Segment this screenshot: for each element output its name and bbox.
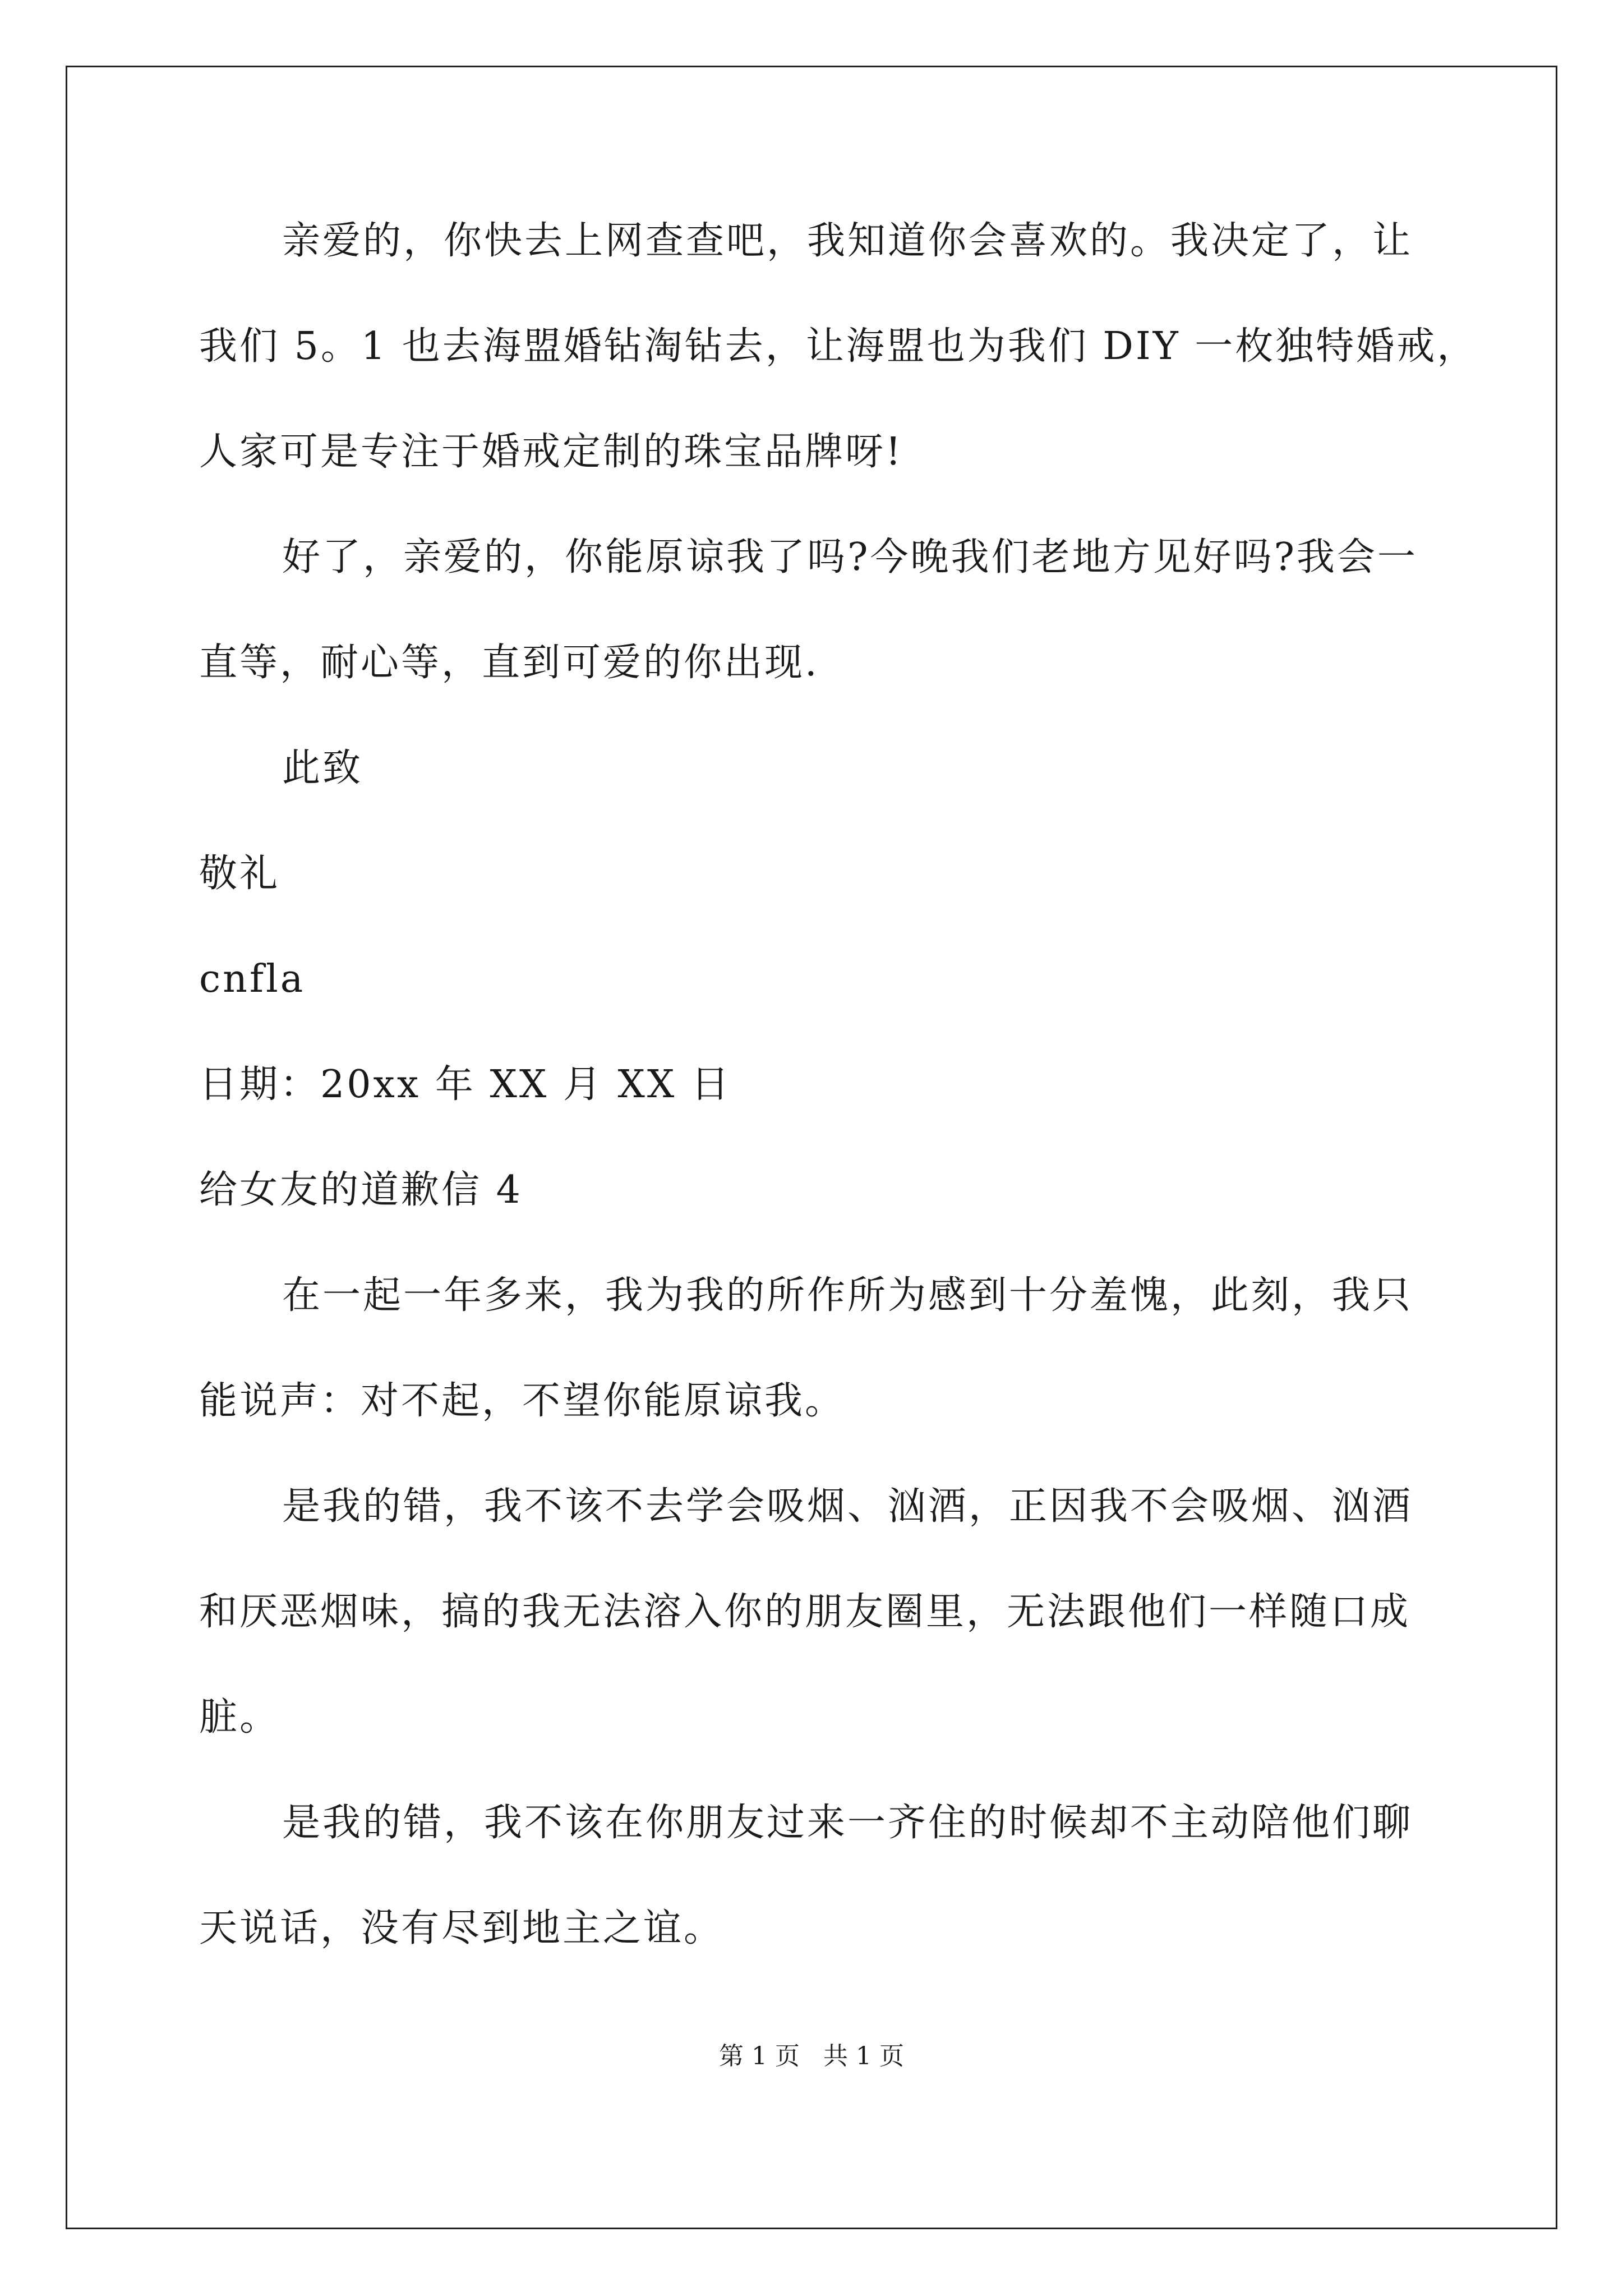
page-number: 第 1 页 — [719, 2042, 800, 2070]
paragraph-line: 直等，耐心等，直到可爱的你出现. — [199, 641, 819, 685]
closing-salutation: 此致 — [282, 746, 363, 790]
paragraph-line: 脏。 — [199, 1695, 280, 1740]
closing-regards: 敬礼 — [199, 852, 280, 896]
paragraph-line: 我们 5。1 也去海盟婚钻淘钻去，让海盟也为我们 DIY 一枚独特婚戒， — [199, 324, 1478, 369]
page-footer — [0, 2042, 1623, 2071]
paragraph-line: 天说话，没有尽到地主之谊。 — [199, 1906, 725, 1950]
page-total: 共 1 页 — [823, 2042, 904, 2070]
paragraph-line: 能说声：对不起，不望你能原谅我。 — [199, 1379, 846, 1423]
paragraph-line: 是我的错，我不该在你朋友过来一齐住的时候却不主动陪他们聊 — [282, 1801, 1413, 1845]
date-line: 日期：20xx 年 XX 月 XX 日 — [199, 1062, 731, 1107]
paragraph-line: 是我的错，我不该不去学会吸烟、汹酒，正因我不会吸烟、汹酒 — [282, 1484, 1413, 1529]
paragraph-line: 亲爱的，你快去上网查查吧，我知道你会喜欢的。我决定了，让 — [282, 219, 1413, 263]
paragraph-line: 人家可是专注于婚戒定制的珠宝品牌呀! — [199, 430, 903, 474]
signature: cnfla — [199, 957, 306, 1001]
paragraph-line: 在一起一年多来，我为我的所作所为感到十分羞愧，此刻，我只 — [282, 1273, 1413, 1318]
page-border — [66, 66, 1557, 2229]
paragraph-line: 和厌恶烟味，搞的我无法溶入你的朋友圈里，无法跟他们一样随口成 — [199, 1590, 1411, 1634]
section-title: 给女友的道歉信 4 — [199, 1168, 523, 1212]
paragraph-line: 好了，亲爱的，你能原谅我了吗?今晚我们老地方见好吗?我会一 — [282, 535, 1418, 579]
